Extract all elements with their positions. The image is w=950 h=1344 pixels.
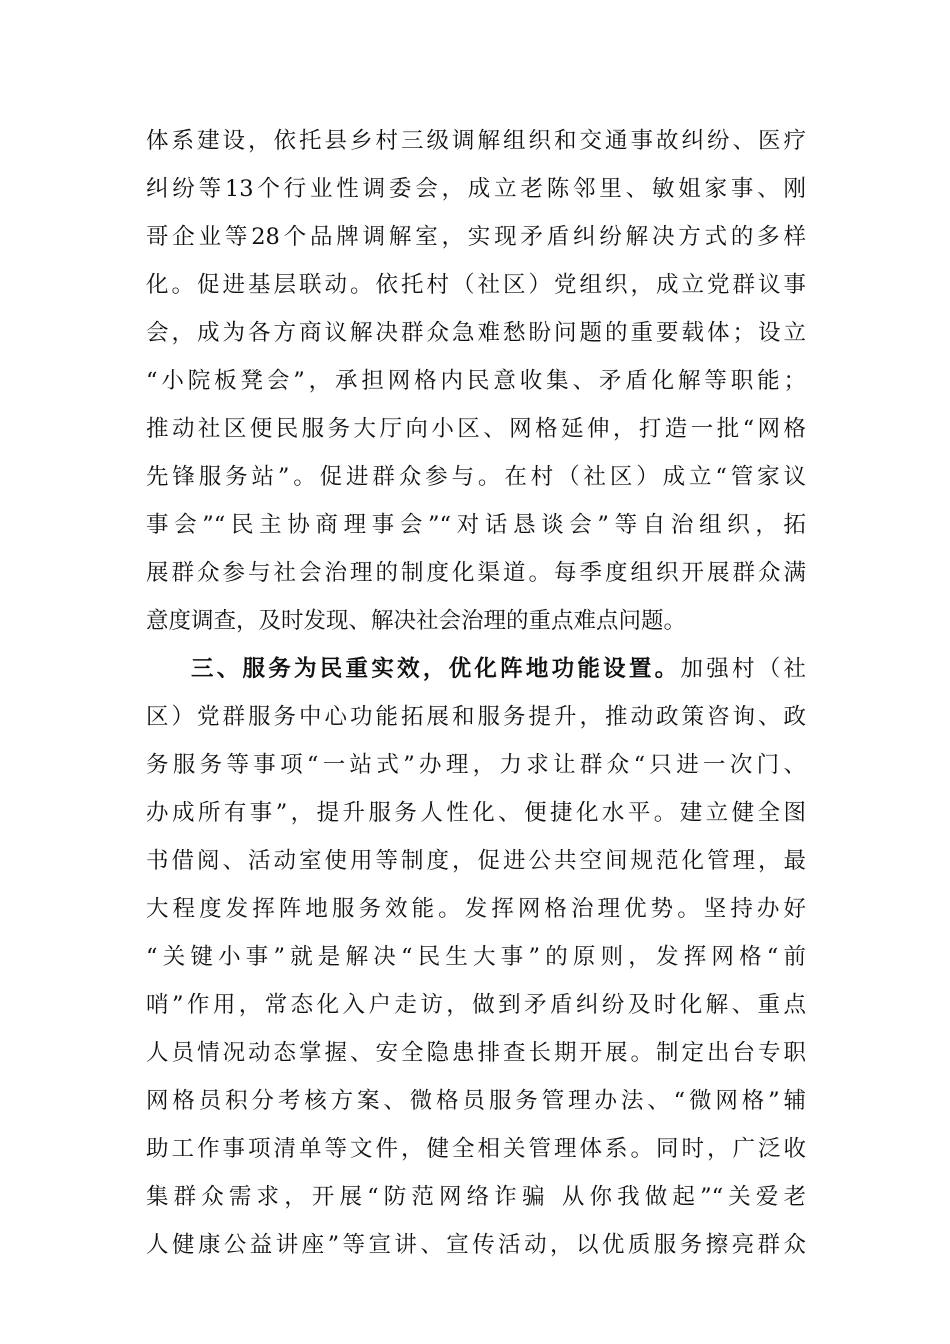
text-line: 人员情况动态掌握、安全隐患排查长期开展。制定出台专职 — [146, 1040, 806, 1066]
paragraph-end-line: 意度调查，及时发现、解决社会治理的重点难点问题。 — [146, 608, 687, 634]
text-line: 哨”作用，常态化入户走访，做到矛盾纠纷及时化解、重点 — [146, 992, 806, 1018]
text-line: “关键小事”就是解决“民生大事”的原则，发挥网格“前 — [146, 944, 806, 970]
text-line: 书借阅、活动室使用等制度，促进公共空间规范化管理，最 — [146, 848, 806, 874]
text-line: 助工作事项清单等文件，健全相关管理体系。同时，广泛收 — [146, 1136, 806, 1162]
text-line: 集群众需求，开展“防范网络诈骗 从你我做起”“关爱老 — [146, 1184, 806, 1210]
section-3-first-line — [146, 645, 806, 693]
text-line: 展群众参与社会治理的制度化渠道。每季度组织开展群众满 — [146, 560, 806, 586]
text-line: 体系建设，依托县乡村三级调解组织和交通事故纠纷、医疗 — [146, 128, 806, 154]
text-line: 事会”“民主协商理事会”“对话恳谈会”等自治组织，拓 — [146, 512, 806, 538]
text-line: 人健康公益讲座”等宣讲、宣传活动，以优质服务擦亮群众 — [146, 1232, 806, 1258]
section-3-first-line-text: 加强村（社 — [680, 656, 806, 682]
text-line: 务服务等事项“一站式”办理，力求让群众“只进一次门、 — [146, 752, 806, 778]
text-line: 化。促进基层联动。依托村（社区）党组织，成立党群议事 — [146, 272, 806, 298]
text-line: 推动社区便民服务大厅向小区、网格延伸，打造一批“网格 — [146, 416, 806, 442]
text-line: 区）党群服务中心功能拓展和服务提升，推动政策咨询、政 — [146, 704, 806, 730]
text-line: “小院板凳会”，承担网格内民意收集、矛盾化解等职能； — [146, 368, 806, 394]
text-line: 大程度发挥阵地服务效能。发挥网格治理优势。坚持办好 — [146, 896, 806, 922]
text-line: 纠纷等13个行业性调委会，成立老陈邻里、敏姐家事、刚 — [146, 176, 806, 202]
text-line: 网格员积分考核方案、微格员服务管理办法、“微网格”辅 — [146, 1088, 806, 1114]
section-3-heading: 三、服务为民重实效，优化阵地功能设置。 — [191, 656, 681, 682]
document-body — [146, 117, 806, 1269]
text-line: 会，成为各方商议解决群众急难愁盼问题的重要载体；设立 — [146, 320, 806, 346]
text-line: 哥企业等28个品牌调解室，实现矛盾纠纷解决方式的多样 — [146, 224, 806, 250]
text-line: 先锋服务站”。促进群众参与。在村（社区）成立“管家议 — [146, 464, 806, 490]
text-line: 办成所有事”，提升服务人性化、便捷化水平。建立健全图 — [146, 800, 806, 826]
